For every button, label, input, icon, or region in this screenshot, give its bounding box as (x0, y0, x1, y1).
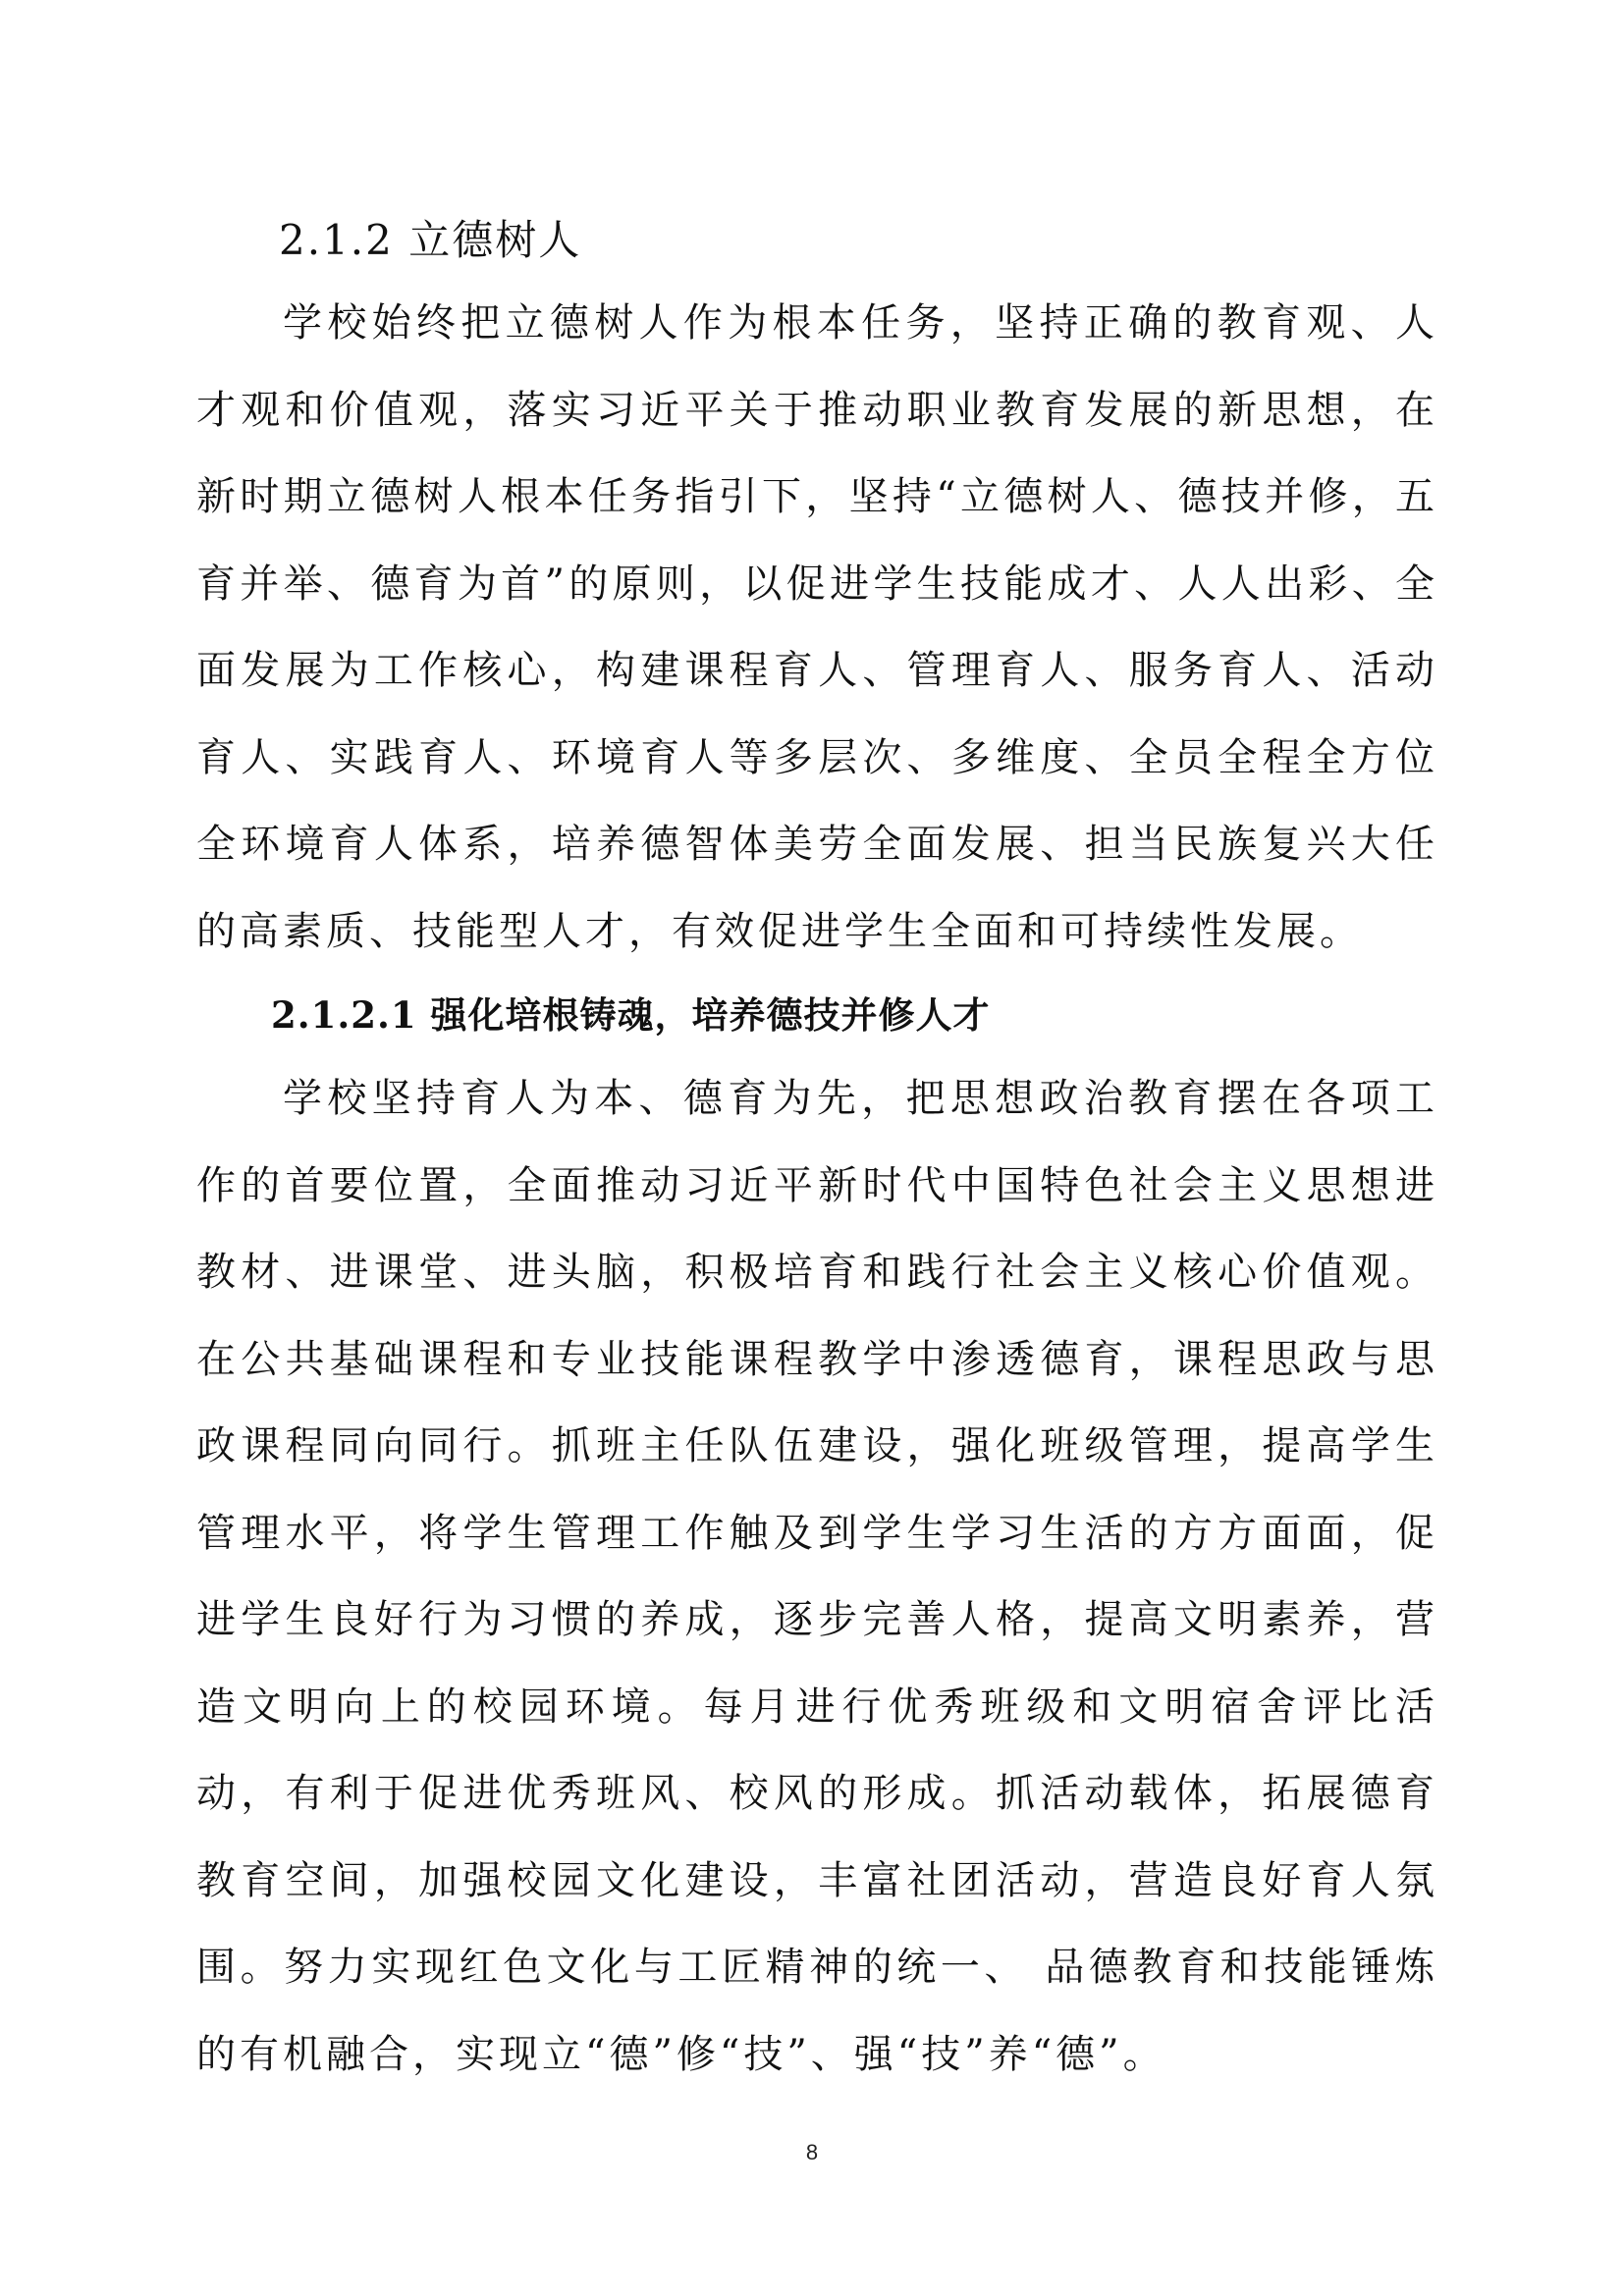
section-heading: 2.1.2 立德树人 (279, 216, 582, 264)
section-paragraph: 学校始终把立德树人作为根本任务，坚持正确的教育观、人才观和价值观，落实习近平关于推动职业教育发展的新思想，在新时期立德树人根本任务指引下，坚持“立德树人、德技并修，五育并举、德育为首”的原则，以促进学生技能成才、人人出彩、全面发展为工作核心，构建课程育人、管理育人、服务育人、活动育人、实践育人、环境育人等多层次、多维度、全员全程全方位全环境育人体系，培养德智体美劳全面发展、担当民族复兴大任的高素质、技能型人才，有效促进学生全面和可持续性发展。 (196, 300, 1438, 954)
page-number: 8 (805, 2140, 819, 2164)
subsection-paragraph: 学校坚持育人为本、德育为先，把思想政治教育摆在各项工作的首要位置，全面推动习近平新时代中国特色社会主义思想进教材、进课堂、进头脑，积极培育和践行社会主义核心价值观。在公共基础课程和专业技能课程教学中渗透德育，课程思政与思政课程同向同行。抓班主任队伍建设，强化班级管理，提高学生管理水平，将学生管理工作触及到学生学习生活的方方面面，促进学生良好行为习惯的养成，逐步完善人格，提高文明素养，营造文明向上的校园环境。每月进行优秀班级和文明宿舍评比活动，有利于促进优秀班风、校风的形成。抓活动载体，拓展德育教育空间，加强校园文化建设，丰富社团活动，营造良好育人氛围。努力实现红色文化与工匠精神的统一、 品德教育和技能锤炼的有机融合，实现立“德”修“技”、强“技”养“德”。 (196, 1076, 1438, 2077)
page-content (196, 201, 1438, 2098)
subsection-heading: 2.1.2.1 强化培根铸魂，培养德技并修人才 (271, 993, 991, 1037)
